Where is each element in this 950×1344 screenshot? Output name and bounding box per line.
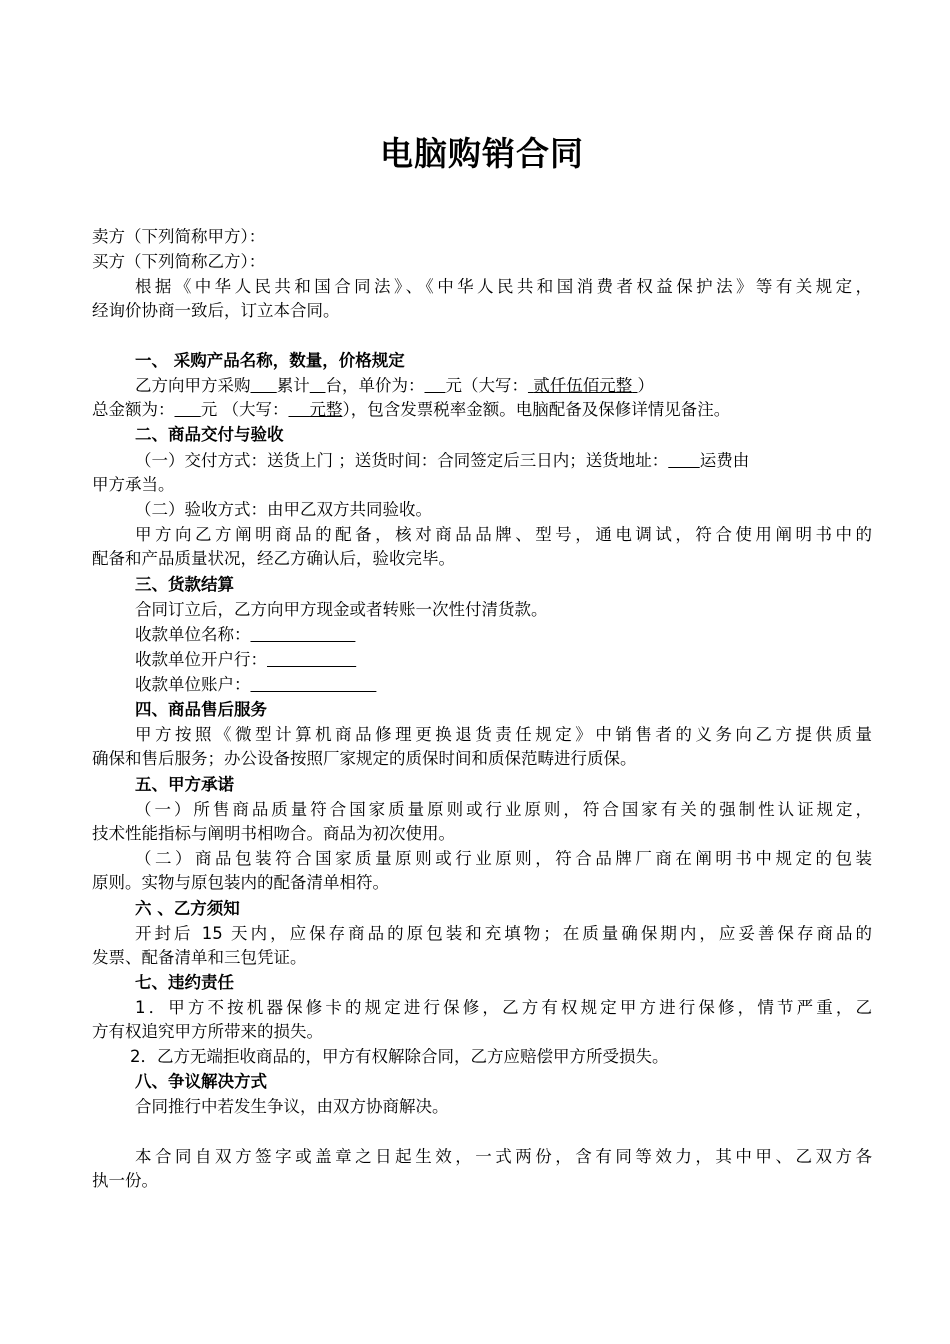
blank-field: [251, 376, 277, 395]
blank-field: [424, 376, 445, 395]
payee-account-field: [251, 675, 377, 694]
total-amount: 元整: [309, 400, 343, 419]
section-8-heading: 八、争议解决方式: [135, 1072, 267, 1091]
section-7-para-1: 1．甲方不按机器保修卡的规定进行保修，乙方有权规定甲方进行保修，情节严重，乙: [135, 998, 872, 1017]
section-7-para-2: 2．乙方无端拒收商品的，甲方有权解除合同，乙方应赔偿甲方所受损失。: [130, 1047, 669, 1066]
section-5-para-1-cont: 技术性能指标与阐明书相吻合。商品为初次使用。: [92, 824, 455, 843]
page-title: 电脑购销合同: [380, 134, 584, 173]
section-4-para-1-cont: 确保和售后服务；办公设备按照厂家规定的质保时间和质保范畴进行质保。: [92, 749, 637, 768]
section-5-para-1: （一）所售商品质量符合国家质量原则或行业原则，符合国家有关的强制性认证规定，: [135, 800, 872, 819]
section-5-heading: 五、甲方承诺: [135, 775, 234, 794]
payee-name-field: [251, 625, 356, 644]
blank-field: [175, 400, 201, 419]
section-4-heading: 四、商品售后服务: [135, 700, 267, 719]
section-5-para-2: （二）商品包装符合国家质量原则或行业原则，符合品牌厂商在阐明书中规定的包装: [135, 849, 872, 868]
section-7-heading: 七、违约责任: [135, 973, 234, 992]
section-2-para-1: （一）交付方式：送货上门 ；送货时间：合同签定后三日内；送货地址： 运费由: [135, 451, 750, 470]
payee-account-line: 收款单位账户：: [135, 673, 376, 697]
section-6-para-1-cont: 发票、配备清单和三包凭证。: [92, 948, 307, 967]
section-2-para-3: 甲方向乙方阐明商品的配备，核对商品品牌、型号，通电调试，符合使用阐明书中的: [135, 525, 872, 544]
section-1-heading: 一、 采购产品名称，数量，价格规定: [135, 351, 405, 370]
section-3-heading: 三、货款结算: [135, 575, 234, 594]
section-7-para-1-cont: 方有权追究甲方所带来的损失。: [92, 1022, 323, 1041]
section-4-para-1: 甲方按照《微型计算机商品修理更换退货责任规定》中销售者的义务向乙方提供质量: [135, 725, 872, 744]
payee-bank-line: 收款单位开户行：: [135, 648, 356, 672]
payee-bank-field: [267, 650, 356, 669]
section-2-para-2: （二）验收方式：由甲乙双方共同验收。: [135, 500, 432, 519]
section-6-para-1: 开封后 15 天内，应保存商品的原包装和充填物；在质量确保期内，应妥善保存商品的: [135, 924, 872, 943]
blank-field: [310, 376, 326, 395]
section-5-para-2-cont: 原则。实物与原包装内的配备清单相符。: [92, 873, 389, 892]
section-8-para-1: 合同推行中若发生争议，由双方协商解决。: [135, 1097, 449, 1116]
buyer-line: 买方（下列简称乙方）：: [92, 252, 266, 271]
blank-field: [668, 451, 699, 470]
preamble-line-2: 经询价协商一致后，订立本合同。: [92, 301, 340, 320]
unit-price-amount: 贰仟伍佰元整: [533, 376, 633, 395]
section-1-line-1: 乙方向甲方采购 累计 台，单价为： 元（大写： 贰仟伍佰元整 ）: [135, 376, 654, 395]
yuan-text: 元（大写：: [445, 376, 528, 395]
section-3-para-1: 合同订立后，乙方向甲方现金或者转账一次性付清货款。: [135, 600, 548, 619]
closing-line-2: 执一份。: [92, 1171, 158, 1190]
unit-price-text: 台，单价为：: [325, 376, 425, 395]
section-1-line-2: 总金额为： 元 （大写： 元整），包含发票税率金额。电脑配备及保修详情见备注。: [92, 400, 731, 419]
seller-line: 卖方（下列简称甲方）：: [92, 227, 266, 246]
section-2-heading: 二、商品交付与验收: [135, 425, 284, 444]
section-2-para-3-cont: 配备和产品质量状况，经乙方确认后，验收完毕。: [92, 549, 455, 568]
total-text: 累计: [276, 376, 310, 395]
purchase-text: 乙方向甲方采购: [135, 376, 251, 395]
section-6-heading: 六 、乙方须知: [135, 899, 240, 918]
preamble-line-1: 根据《中华人民共和国合同法》、《中华人民共和国消费者权益保护法》等有关规定，: [135, 277, 872, 296]
payee-name-line: 收款单位名称：: [135, 623, 355, 647]
closing-line-1: 本合同自双方签字或盖章之日起生效，一式两份，含有同等效力，其中甲、乙双方各: [135, 1147, 872, 1166]
section-2-para-1-cont: 甲方承当。: [92, 475, 175, 494]
